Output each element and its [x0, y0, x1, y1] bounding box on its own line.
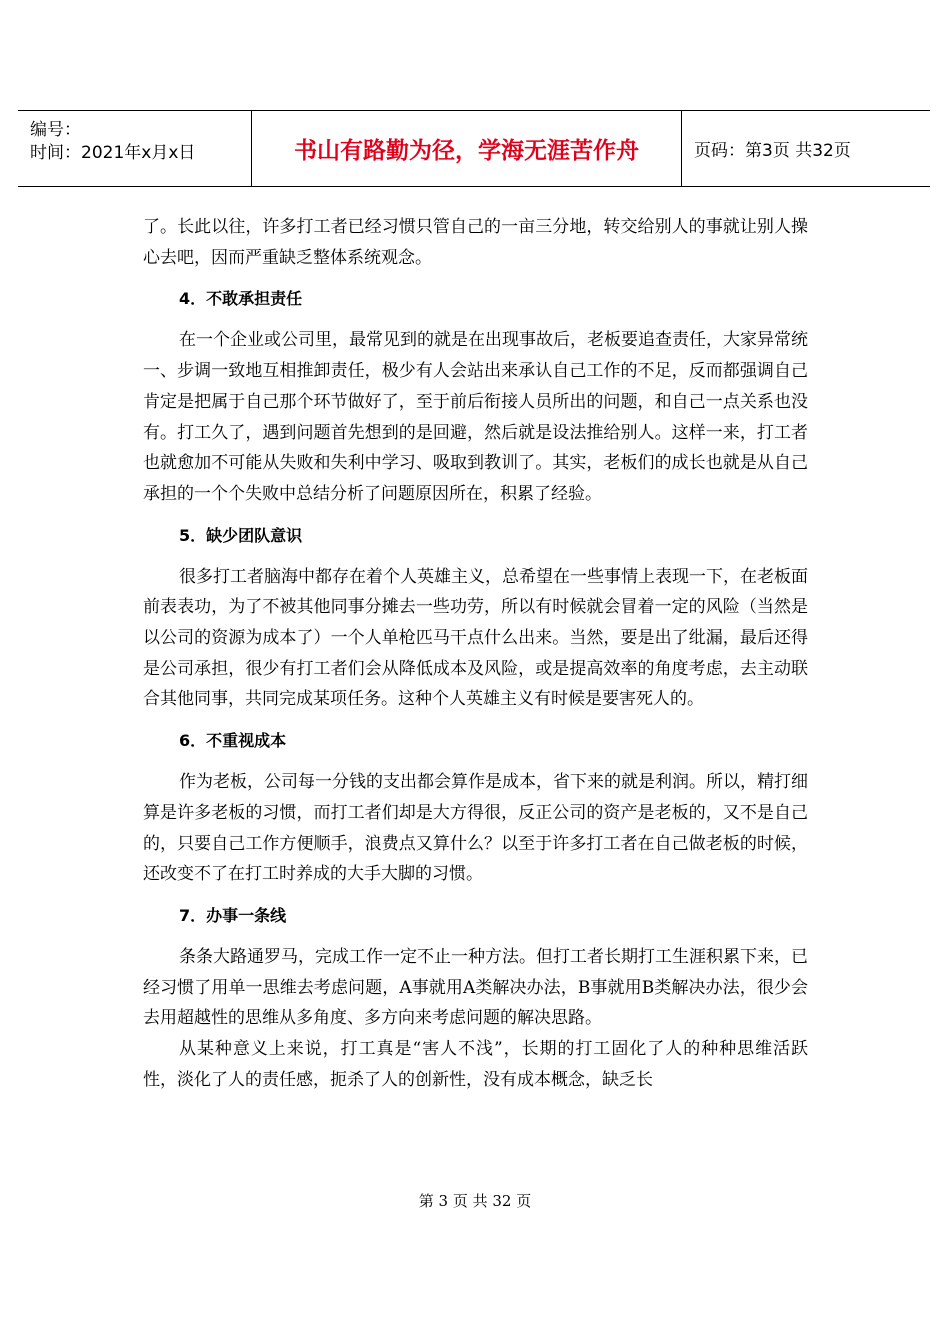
section-heading: 7．办事一条线: [179, 905, 287, 925]
paragraph: 从某种意义上来说，打工真是“害人不浅”，长期的打工固化了人的种种思维活跃性，淡化了人的责任感，扼杀了人的创新性，没有成本概念，缺乏长: [143, 1039, 808, 1090]
document-body: [143, 212, 808, 1095]
section-heading: 6．不重视成本: [179, 731, 287, 751]
section-heading: 4．不敢承担责任: [179, 289, 303, 309]
number-label: 编号：: [30, 120, 81, 140]
paragraph: 作为老板，公司每一分钱的支出都会算作是成本，省下来的就是利润。所以，精打细算是许多老板的习惯，而打工者们却是大方得很，反正公司的资产是老板的，又不是自己的，只要自己工作方便顺手，浪费点又算什么？以至于许多打工者在自己做老板的时候，还改变不了在打工时养成的大手大脚的习惯。: [143, 772, 808, 885]
page-footer: 第 3 页 共 32 页: [418, 1192, 532, 1210]
paragraph: 很多打工者脑海中都存在着个人英雄主义，总希望在一些事情上表现一下，在老板面前表表功，为了不被其他同事分摊去一些功劳，所以有时候就会冒着一定的风险（当然是以公司的资源为成本了）一个人单枪匹马干点什么出来。当然，要是出了纰漏，最后还得是公司承担，很少有打工者们会从降低成本及风险，或是提高效率的角度考虑，去主动联合其他同事，共同完成某项任务。这种个人英雄主义有时候是要害死人的。: [143, 566, 808, 710]
section-heading: 5．缺少团队意识: [179, 525, 303, 545]
paragraph: 了。长此以往，许多打工者已经习惯只管自己的一亩三分地，转交给别人的事就让别人操心去吧，因而严重缺乏整体系统观念。: [143, 217, 808, 268]
header-motto: 书山有路勤为径，学海无涯苦作舟: [252, 111, 682, 186]
header-meta: [18, 111, 252, 186]
document-header: [18, 110, 930, 187]
time-label: 时间：2021年x月x日: [30, 143, 196, 163]
header-page-info: 页码：第3页 共32页: [694, 141, 851, 161]
paragraph: 条条大路通罗马，完成工作一定不止一种方法。但打工者长期打工生涯积累下来，已经习惯了用单一思维去考虑问题，A事就用A类解决办法，B事就用B类解决办法，很少会去用超越性的思维从多角度、多方向来考虑问题的解决思路。: [143, 946, 808, 1029]
paragraph: 在一个企业或公司里，最常见到的就是在出现事故后，老板要追查责任，大家异常统一、步调一致地互相推卸责任，极少有人会站出来承认自己工作的不足，反而都强调自己肯定是把属于自己那个环节做好了，至于前后衔接人员所出的问题，和自己一点关系也没有。打工久了，遇到问题首先想到的是回避，然后就是设法推给别人。这样一来，打工者也就愈加不可能从失败和失利中学习、吸取到教训了。其实，老板们的成长也就是从自己承担的一个个失败中总结分析了问题原因所在，积累了经验。: [143, 330, 808, 504]
